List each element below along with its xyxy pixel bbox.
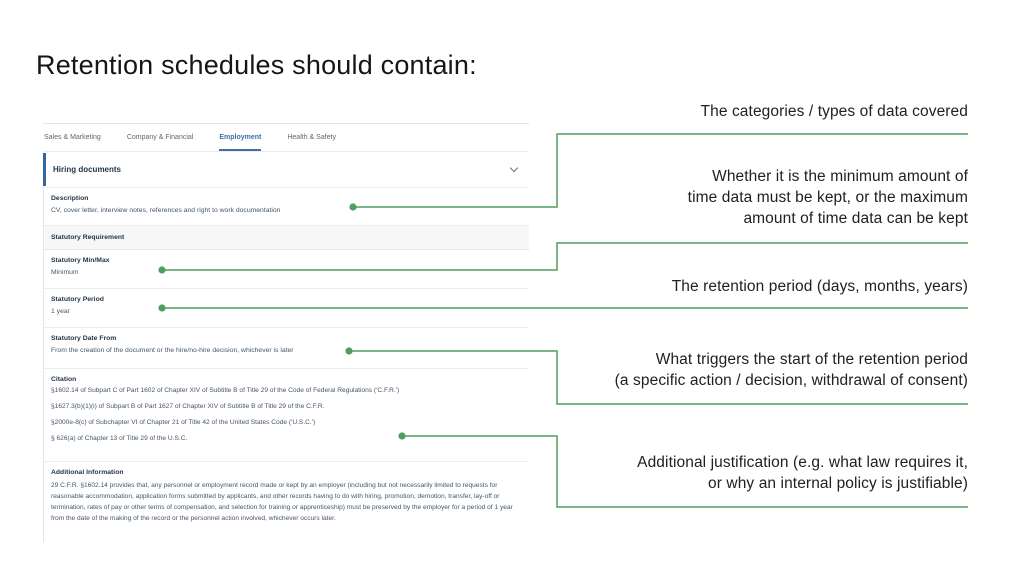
field-citation-label: Citation <box>51 376 77 383</box>
annotation-line: Additional justification (e.g. what law requires it, <box>637 454 968 471</box>
annotation-line: time data must be kept, or the maximum <box>687 189 968 206</box>
accent-bar <box>43 153 46 186</box>
field-statutory-min-max-value: Minimum <box>51 269 79 276</box>
annotation-categories <box>701 101 968 122</box>
field-citation <box>43 369 529 462</box>
annotation-retention-period <box>672 276 968 297</box>
active-tab-indicator <box>219 149 261 151</box>
field-description <box>43 188 529 226</box>
field-statutory-period-value: 1 year <box>51 308 70 315</box>
field-description-value: CV, cover letter, interview notes, references and right to work documentation <box>51 207 281 214</box>
slide-title: Retention schedules should contain: <box>36 50 477 80</box>
citation-line: §1602.14 of Subpart C of Part 1602 of Chapter XIV of Subtitle B of Title 29 of the Code of Federal Regulations ('C.F.R.') <box>51 387 400 394</box>
field-additional-information-label: Additional Information <box>51 469 124 476</box>
citation-line: §2000e-8(c) of Subchapter VI of Chapter 21 of Title 42 of the United States Code ('U.S.C.') <box>51 419 316 426</box>
citation-line: §1627.3(b)(1)(i) of Subpart B of Part 1627 of Chapter XIV of Subtitle B of Title 29 of the C.F.R. <box>51 403 325 410</box>
accordion-hiring-documents[interactable] <box>43 152 529 188</box>
retention-schedule-card <box>43 123 529 542</box>
field-statutory-date-from-value: From the creation of the document or the hire/no-hire decision, whichever is later <box>51 347 294 354</box>
section-header-statutory-requirement: Statutory Requirement <box>43 226 529 250</box>
field-description-label: Description <box>51 195 89 202</box>
chevron-down-icon[interactable] <box>510 164 518 172</box>
annotation-line: Whether it is the minimum amount of <box>712 168 968 185</box>
field-statutory-date-from <box>43 328 529 369</box>
field-additional-information <box>43 462 529 542</box>
card-left-border <box>43 151 44 542</box>
category-tab-bar <box>43 124 529 152</box>
tab-health-safety[interactable]: Health & Safety <box>287 134 336 141</box>
field-statutory-date-from-label: Statutory Date From <box>51 335 117 342</box>
annotation-line: or why an internal policy is justifiable) <box>708 475 968 492</box>
annotation-line: The retention period (days, months, years) <box>671 278 968 295</box>
annotation-line: (a specific action / decision, withdrawal of consent) <box>614 372 968 389</box>
annotation-justification <box>637 452 968 494</box>
annotation-min-max <box>688 166 968 229</box>
citation-line: § 626(a) of Chapter 13 of Title 29 of the U.S.C. <box>51 435 188 442</box>
field-statutory-min-max <box>43 250 529 289</box>
tab-employment[interactable] <box>219 124 261 151</box>
annotation-trigger <box>615 349 968 391</box>
accordion-title: Hiring documents <box>53 165 122 174</box>
field-statutory-min-max-label: Statutory Min/Max <box>51 257 110 264</box>
field-statutory-period-label: Statutory Period <box>51 296 104 303</box>
tab-employment-label: Employment <box>219 134 262 141</box>
tab-sales-marketing[interactable]: Sales & Marketing <box>44 134 101 141</box>
field-statutory-period <box>43 289 529 328</box>
field-additional-information-value: 29 C.F.R. §1602.14 provides that, any personnel or employment record made or kept by an employer (including but not necessarily limited to requests for reasonable accommodation, application forms submitted by applicants, and other records having to do with hiring, promotion, demotion, transfer, lay-off or termination, rates of pay or other terms of compensation, and selection for training or apprenticeship) must be preserved by the employer for a period of 1 year from the date of the making of the record or the personnel action involved, whichever occurs later. <box>51 482 513 522</box>
annotation-line: The categories / types of data covered <box>700 103 968 120</box>
annotation-line: amount of time data can be kept <box>743 210 968 227</box>
tab-company-financial[interactable]: Company & Financial <box>126 134 194 141</box>
annotation-line: What triggers the start of the retention period <box>655 351 968 368</box>
